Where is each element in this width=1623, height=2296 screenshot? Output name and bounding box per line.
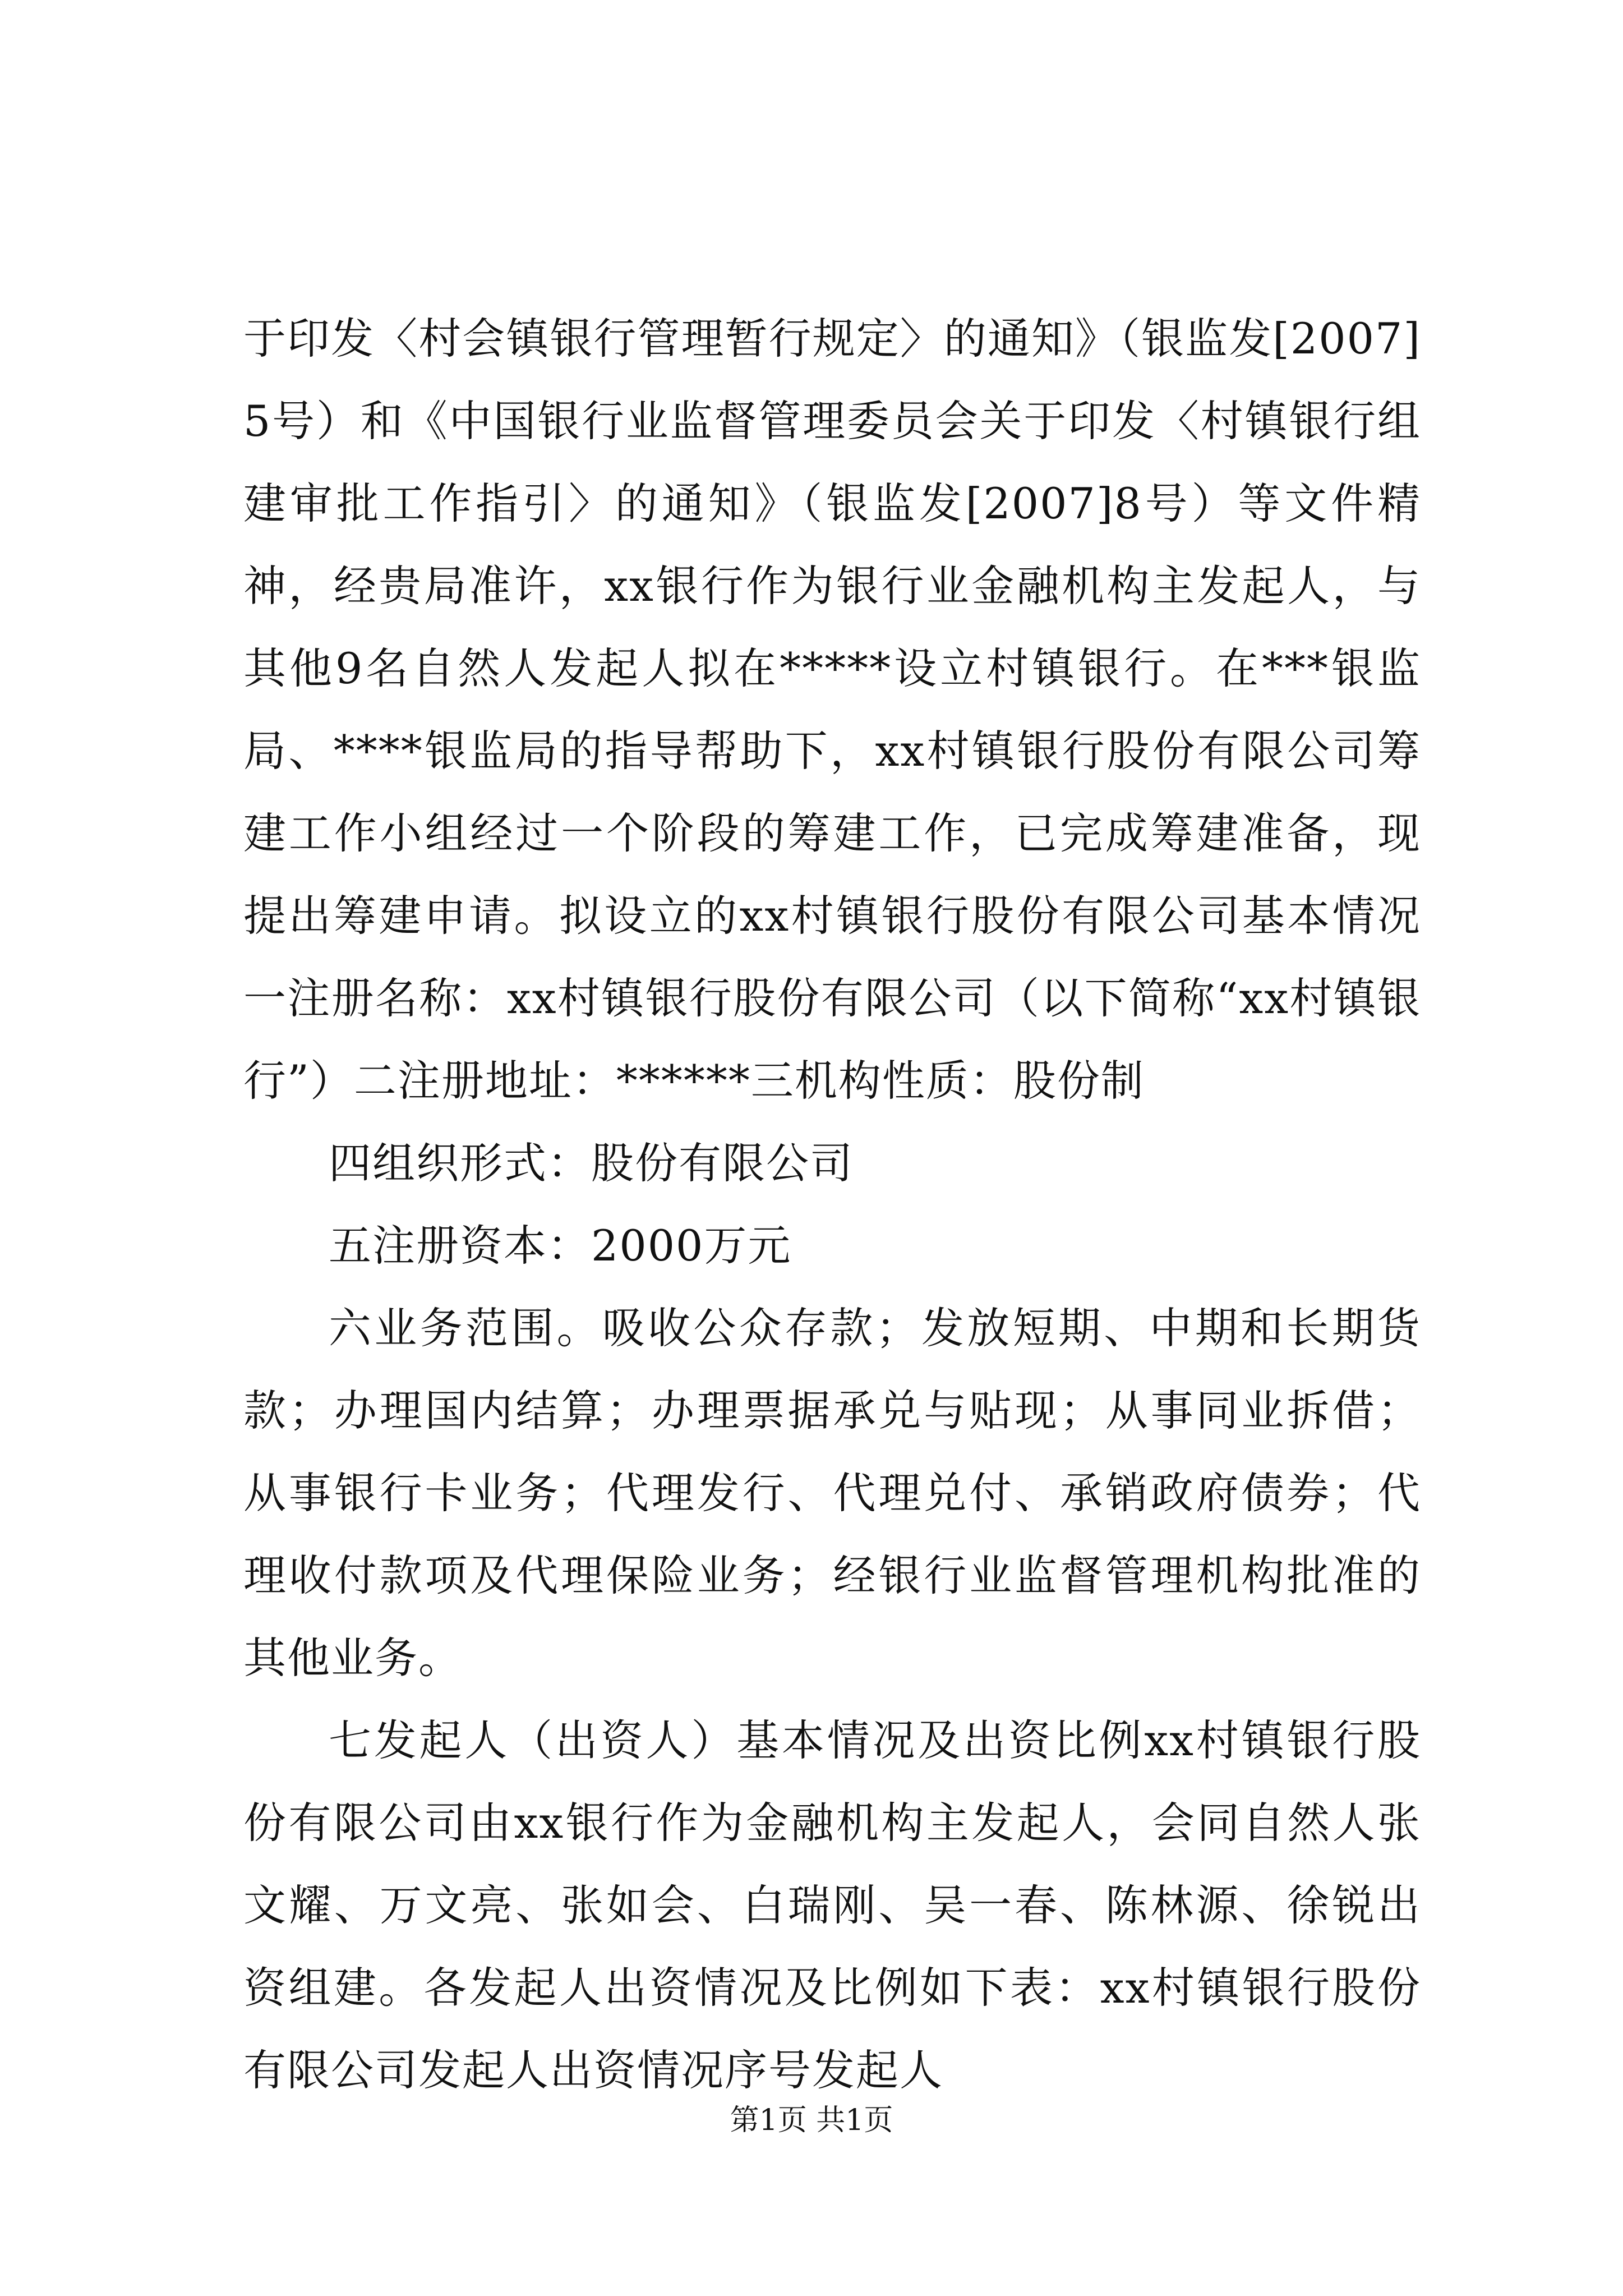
document-body	[243, 297, 1421, 2111]
paragraph-regulatory-basis: 于印发〈村会镇银行管理暂行规定〉的通知》（银监发[2007]5号）和《中国银行业监督管理委员会关于印发〈村镇银行组建审批工作指引〉的通知》（银监发[2007]8号）等文件精神，经贵局准许，xx银行作为银行业金融机构主发起人，与其他9名自然人发起人拟在*****设立村镇银行。在***银监局、****银监局的指导帮助下，xx村镇银行股份有限公司筹建工作小组经过一个阶段的筹建工作，已完成筹建准备，现提出筹建申请。拟设立的xx村镇银行股份有限公司基本情况一注册名称：xx村镇银行股份有限公司（以下简称“xx村镇银行”）二注册地址：******三机构性质：股份制	[243, 314, 1421, 1106]
paragraph-organization-form: 四组织形式：股份有限公司	[329, 1138, 854, 1188]
paragraph-founders: 七发起人（出资人）基本情况及出资比例xx村镇银行股份有限公司由xx银行作为金融机构主发起人，会同自然人张文耀、万文亮、张如会、白瑞刚、吴一春、陈林源、徐锐出资组建。各发起人出资情况及比例如下表：xx村镇银行股份有限公司发起人出资情况序号发起人	[243, 1715, 1421, 2095]
page-number-footer: 第1页 共1页	[730, 2104, 893, 2137]
paragraph-registered-capital: 五注册资本：2000万元	[329, 1221, 792, 1271]
paragraph-business-scope: 六业务范围。吸收公众存款；发放短期、中期和长期货款；办理国内结算；办理票据承兑与贴现；从事同业拆借；从事银行卡业务；代理发行、代理兑付、承销政府债券；代理收付款项及代理保险业务；经银行业监督管理机构批准的其他业务。	[243, 1303, 1421, 1683]
